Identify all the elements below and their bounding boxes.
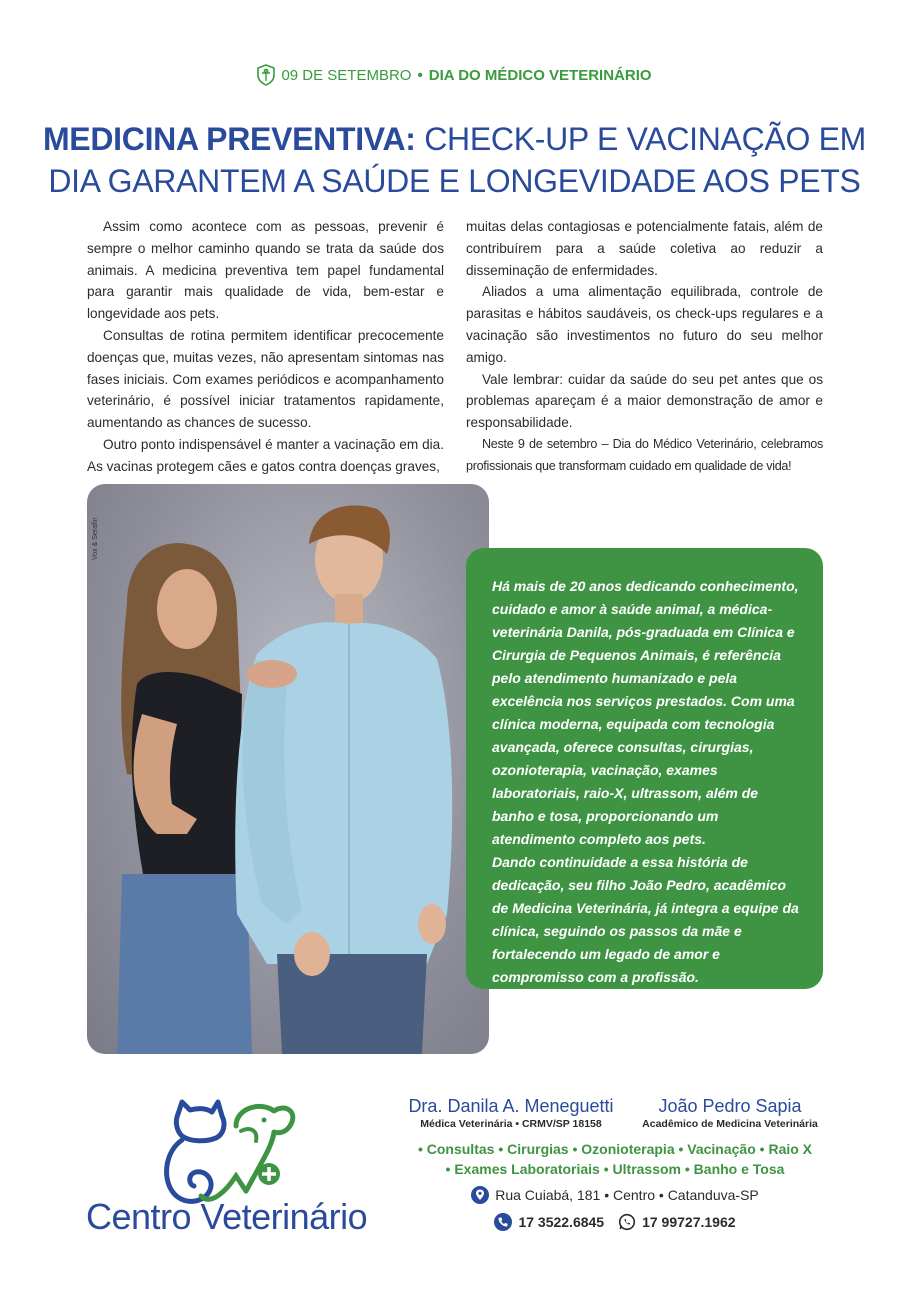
phone-number: 17 3522.6845: [518, 1214, 605, 1230]
article-paragraph: Vale lembrar: cuidar da saúde do seu pet antes que os problemas apareçam é a maior demonstração de amor e responsabilidade.: [466, 371, 823, 431]
highlight-paragraph: Dando continuidade a essa história de dedicação, seu filho João Pedro, acadêmico de Medicina Veterinária, já integra a equipe da clínica, seguindo os passos da mãe e fortalecendo um legado de amor e compromisso com a profissão.: [492, 854, 799, 985]
event-name: DIA DO MÉDICO VETERINÁRIO: [428, 66, 652, 84]
title-line1: CHECK-UP E VACINAÇÃO EM: [424, 121, 867, 157]
header-tagline: [0, 64, 909, 86]
header-separator: •: [417, 66, 423, 84]
doctor-name: João Pedro Sapia: [658, 1096, 802, 1116]
event-date: 09 DE SETEMBRO: [281, 66, 412, 84]
address: [380, 1186, 850, 1204]
services-line: • Consultas • Cirurgias • Ozonioterapia • Vacinação • Raio X: [417, 1141, 813, 1157]
highlight-box: [466, 548, 823, 989]
title-bold: MEDICINA PREVENTIVA:: [42, 121, 416, 157]
article-paragraph: Aliados a uma alimentação equilibrada, controle de parasitas e hábitos saudáveis, os check-ups regulares e a vacinação são investimentos no futuro do seu melhor amigo.: [466, 284, 823, 365]
article-column-right: [466, 216, 823, 478]
article-paragraph: Consultas de rotina permitem identificar precocemente doenças que, muitas vezes, não apresentam sintomas nas fases iniciais. Com exames periódicos e acompanhamento veterinário, é possível iniciar tratamentos rapidamente, aumentando as chances de sucesso.: [87, 327, 444, 431]
portrait-illustration: [87, 484, 489, 1054]
article-paragraph: muitas delas contagiosas e potencialmente fatais, além de contribuírem para a saúde coletiva ao reduzir a disseminação de enfermidades.: [466, 219, 823, 278]
address-text: Rua Cuiabá, 181 • Centro • Catanduva-SP: [495, 1187, 759, 1203]
shield-logo-icon: [257, 64, 275, 86]
phone-icon: [494, 1213, 512, 1231]
article-title: [40, 118, 869, 202]
brand-name: Centro Veterinário: [86, 1196, 368, 1237]
highlight-paragraph: Há mais de 20 anos dedicando conhecimento, cuidado e amor à saúde animal, a médica-veterinária Danila, pós-graduada em Clínica e Cirurgia de Pequenos Animais, é referência pelo atendimento humanizado e pela excelência nos serviços prestados. Com uma clínica moderna, equipada com tecnologia avançada, oferece consultas, cirurgias, ozonioterapia, vacinação, exames laboratoriais, raio-X, ultrassom, além de banho e tosa, proporcionando um atendimento completo aos pets.: [492, 578, 799, 847]
article-paragraph: Neste 9 de setembro – Dia do Médico Veterinário, celebramos profissionais que transformam cuidado em qualidade de vida!: [466, 436, 823, 473]
location-pin-icon: [471, 1186, 489, 1204]
title-line2: DIA GARANTEM A SAÚDE E LONGEVIDADE AOS PETS: [48, 163, 861, 199]
doctor-role: Médica Veterinária • CRMV/SP 18158: [420, 1118, 602, 1130]
contact-phones: [380, 1213, 850, 1231]
article-paragraph: Assim como acontece com as pessoas, prevenir é sempre o melhor caminho quando se trata da saúde dos animais. A medicina preventiva tem papel fundamental para garantir mais qualidade de vida, bem-estar e longevidade aos pets.: [87, 219, 444, 322]
whatsapp-number: 17 99727.1962: [642, 1214, 736, 1230]
portrait-photo: [87, 484, 489, 1054]
doctor-role: Acadêmico de Medicina Veterinária: [642, 1118, 818, 1130]
services-line: • Exames Laboratoriais • Ultrassom • Banho e Tosa: [445, 1161, 785, 1177]
doctor-card: [402, 1096, 620, 1130]
services-list: [380, 1139, 850, 1179]
article-paragraph: Outro ponto indispensável é manter a vacinação em dia. As vacinas protegem cães e gatos contra doenças graves,: [87, 436, 444, 474]
article-body: [87, 216, 823, 478]
article-column-left: [87, 216, 444, 478]
doctor-card: [632, 1096, 828, 1130]
whatsapp-icon: [618, 1213, 636, 1231]
photo-credit: Vox & Serafin: [92, 517, 99, 560]
doctor-name: Dra. Danila A. Meneguetti: [408, 1096, 614, 1116]
